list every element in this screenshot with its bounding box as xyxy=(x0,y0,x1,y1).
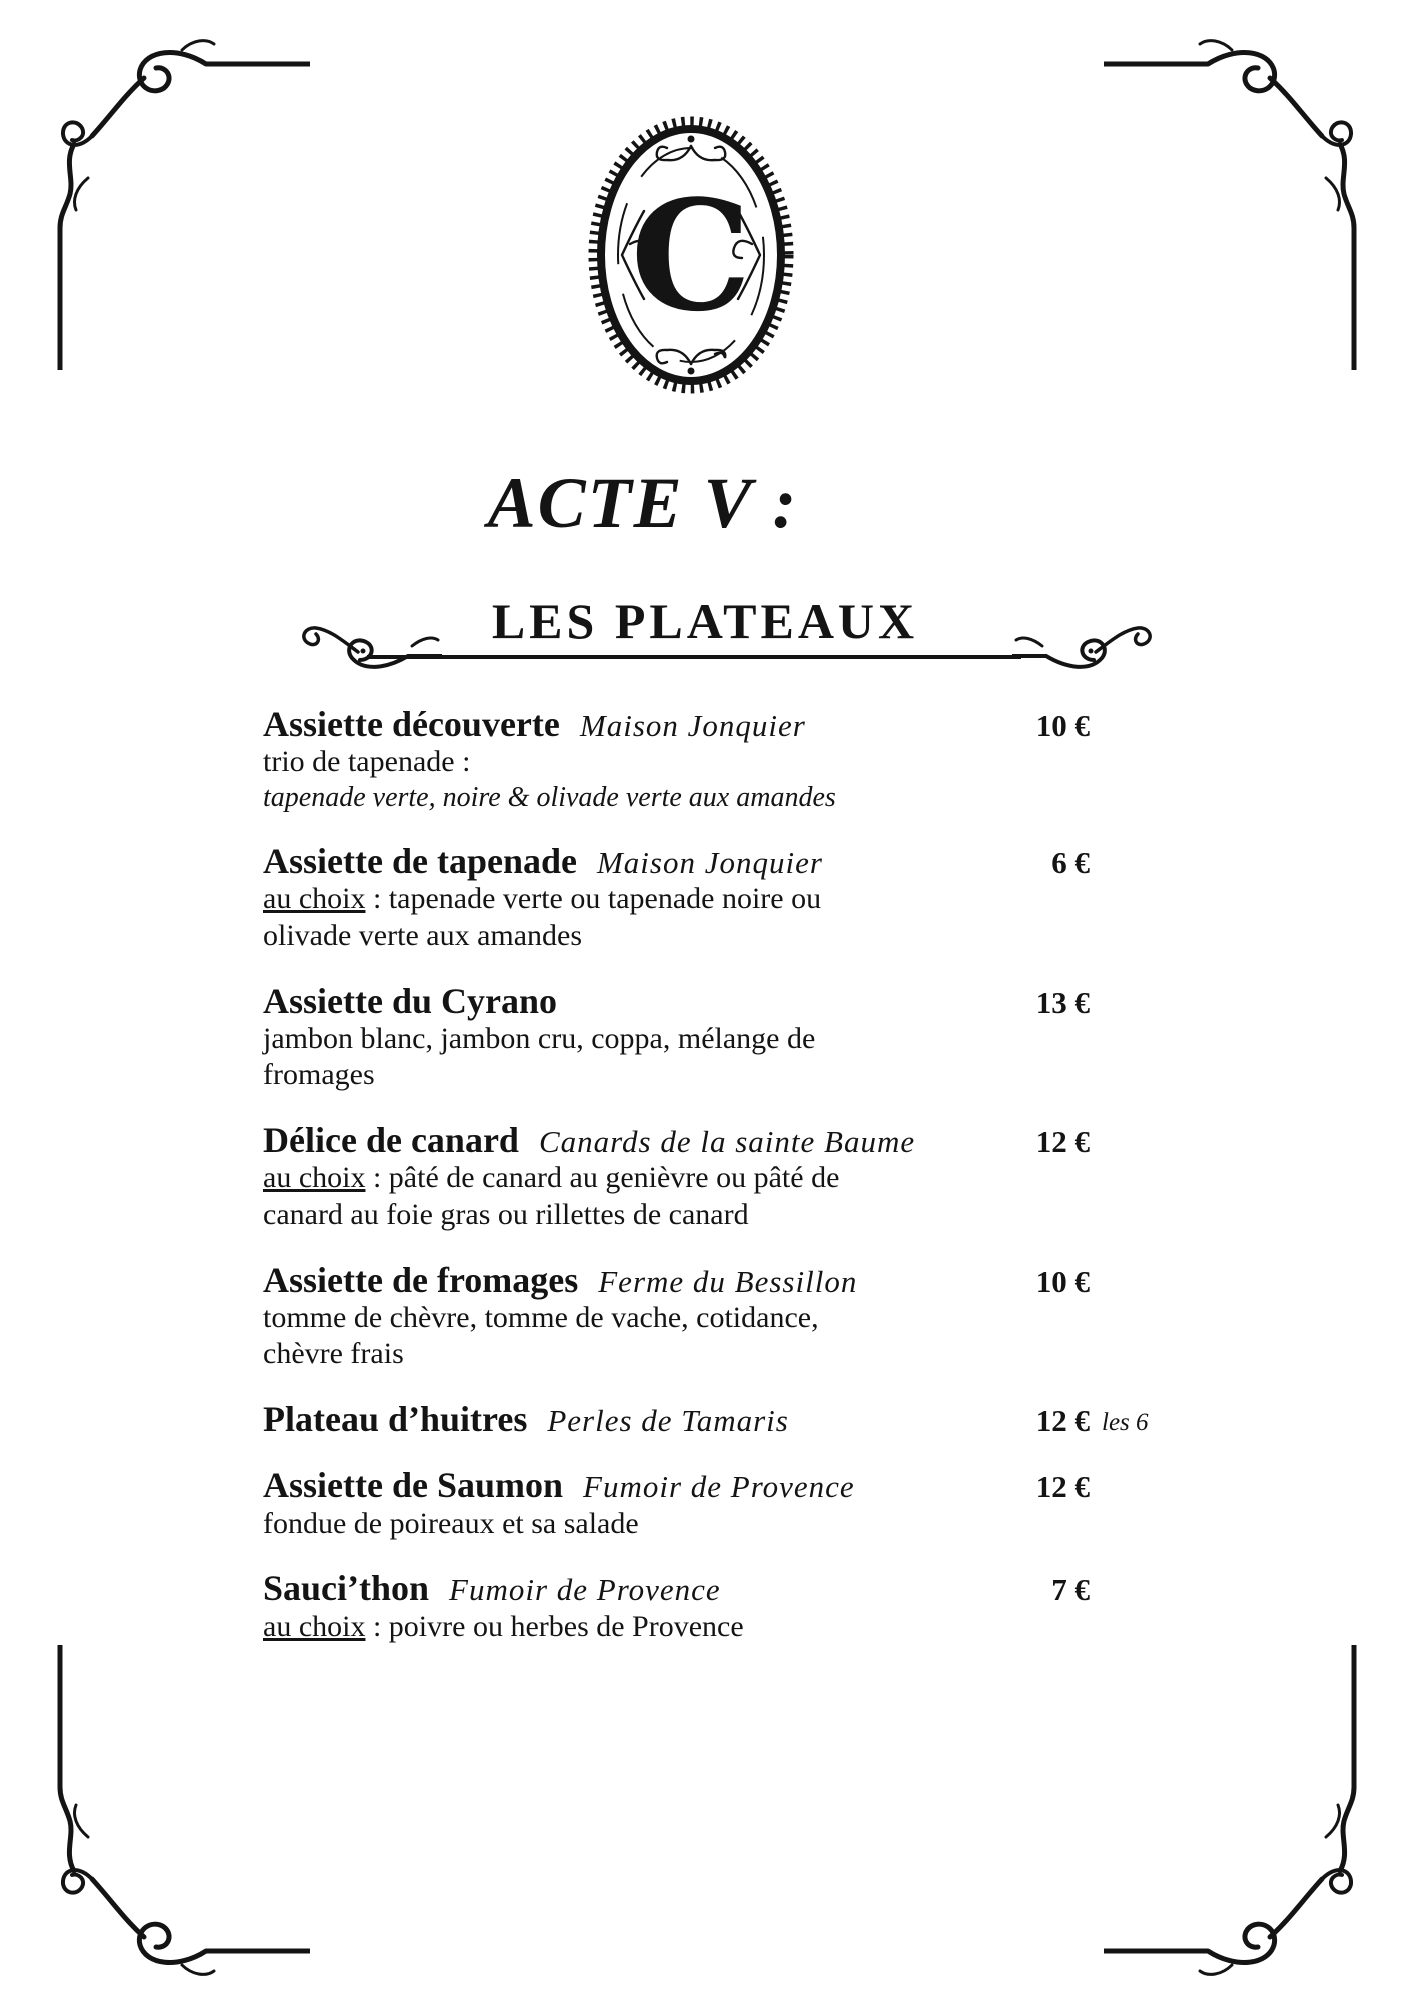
item-name: Assiette du Cyrano xyxy=(263,980,557,1021)
item-name: Assiette de tapenade xyxy=(263,841,577,882)
item-description-line2: olivade verte aux amandes xyxy=(263,918,583,952)
acte-title: ACTE V : xyxy=(487,463,799,543)
item-price: 12 € les 6 xyxy=(1035,1403,1149,1439)
item-head xyxy=(263,1568,1090,1608)
item-head xyxy=(263,1260,1090,1300)
item-head xyxy=(263,704,1090,744)
menu-list xyxy=(263,704,1149,1671)
item-description: au choix : pâté de canard au genièvre ou pâté de xyxy=(263,1161,840,1195)
item-description: trio de tapenade : xyxy=(263,745,471,779)
logo-letter: C xyxy=(630,166,752,345)
item-producer: Maison Jonquier xyxy=(596,845,823,881)
menu-item-assiette-de-fromages xyxy=(263,1260,1090,1374)
menu-item-assiette-de-saumon xyxy=(263,1465,1090,1542)
item-name: Sauci’thon xyxy=(263,1568,430,1609)
item-price: 10 € xyxy=(1035,1263,1090,1299)
item-head xyxy=(263,1120,1090,1160)
item-head xyxy=(263,1399,1149,1440)
menu-item-plateau-d-huitres xyxy=(263,1399,1149,1440)
corner-flourish-top-left-icon xyxy=(30,30,310,370)
item-producer: Maison Jonquier xyxy=(579,708,806,743)
choice-label: au choix xyxy=(263,882,366,916)
item-price: 12 € xyxy=(1035,1469,1090,1505)
item-producer: Ferme du Bessillon xyxy=(598,1263,858,1299)
menu-item-assiette-du-cyrano xyxy=(263,981,1090,1095)
menu-item-assiette-decouverte xyxy=(263,704,1090,815)
corner-flourish-top-right-icon xyxy=(1104,30,1384,370)
item-price: 7 € xyxy=(1051,1572,1090,1608)
item-description: fondue de poireaux et sa salade xyxy=(263,1506,639,1540)
item-price: 13 € xyxy=(1035,984,1090,1020)
item-price-note: les 6 xyxy=(1102,1409,1149,1437)
item-description: au choix : tapenade verte ou tapenade noire ou xyxy=(263,882,822,916)
item-description: tomme de chèvre, tomme de vache, cotidance, xyxy=(263,1300,819,1334)
item-description-line2: canard au foie gras ou rillettes de canard xyxy=(263,1197,749,1231)
menu-item-sauci-thon xyxy=(263,1568,1090,1645)
header-flourish-right-icon xyxy=(1012,588,1162,678)
item-name: Assiette de fromages xyxy=(263,1259,579,1300)
item-producer: Canards de la sainte Baume xyxy=(538,1124,916,1160)
menu-item-assiette-de-tapenade xyxy=(263,841,1090,955)
item-description-italic: tapenade verte, noire & olivade verte aux amandes xyxy=(263,781,836,813)
item-name: Assiette de Saumon xyxy=(263,1465,564,1506)
choice-label: au choix xyxy=(263,1161,366,1195)
item-price: 10 € xyxy=(1035,708,1090,743)
item-head xyxy=(263,1465,1090,1505)
section-title: LES PLATEAUX xyxy=(491,593,919,649)
logo-medallion xyxy=(586,112,796,398)
item-name: Délice de canard xyxy=(263,1120,519,1161)
section-underline xyxy=(367,655,1021,659)
corner-flourish-bottom-right-icon xyxy=(1104,1645,1384,1985)
menu-item-delice-de-canard xyxy=(263,1120,1090,1234)
item-head xyxy=(263,981,1090,1021)
item-description: jambon blanc, jambon cru, coppa, mélange de xyxy=(263,1021,816,1055)
item-head xyxy=(263,841,1090,881)
corner-flourish-bottom-left-icon xyxy=(30,1645,310,1985)
item-price: 12 € xyxy=(1035,1124,1090,1160)
item-producer: Fumoir de Provence xyxy=(583,1469,855,1505)
item-description: au choix : poivre ou herbes de Provence xyxy=(263,1609,744,1643)
item-description-line2: chèvre frais xyxy=(263,1337,404,1371)
item-price: 6 € xyxy=(1051,845,1090,881)
item-description-line2: fromages xyxy=(263,1058,375,1092)
item-name: Assiette découverte xyxy=(263,704,560,744)
item-producer: Perles de Tamaris xyxy=(547,1403,789,1439)
item-producer: Fumoir de Provence xyxy=(449,1572,721,1608)
choice-label: au choix xyxy=(263,1609,366,1643)
item-name: Plateau d’huitres xyxy=(263,1399,528,1440)
